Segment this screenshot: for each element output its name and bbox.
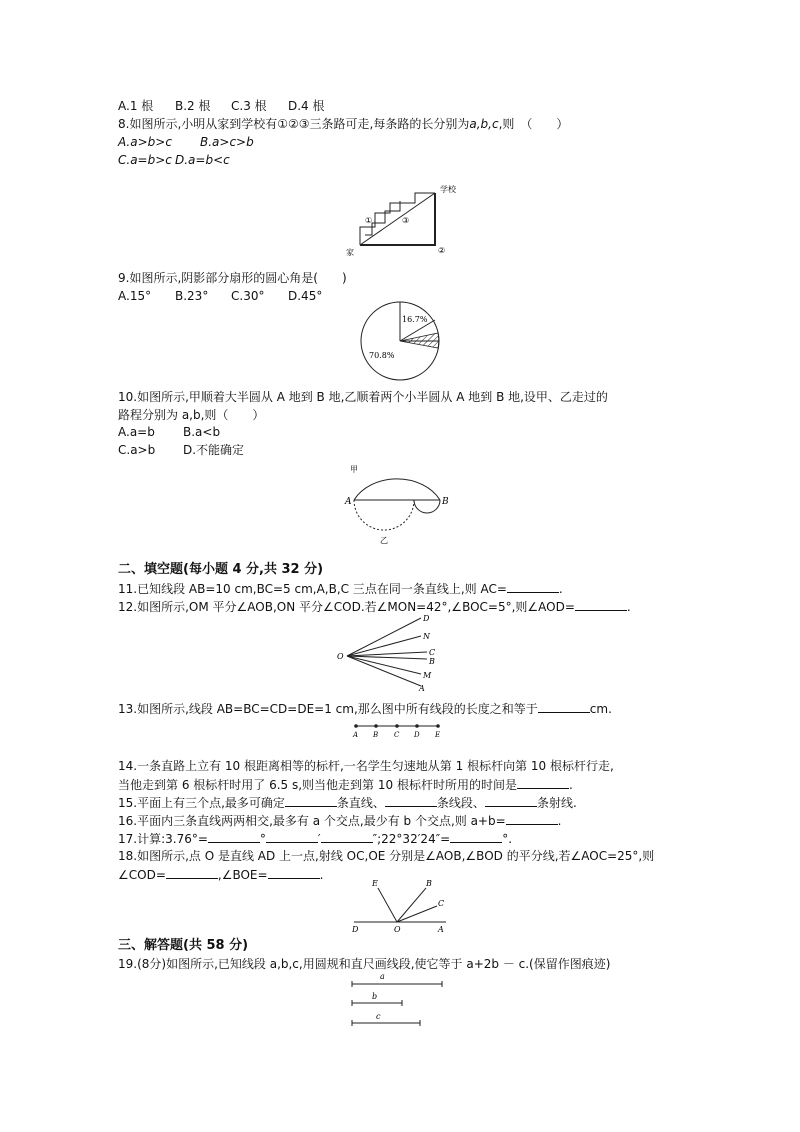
svg-text:A: A	[419, 684, 425, 692]
svg-text:c: c	[376, 1012, 381, 1021]
q10-option-d: D.不能确定	[183, 443, 245, 457]
q8-option-a: A.a>b>c	[118, 135, 172, 149]
q12-text: 12.如图所示,OM 平分∠AOB,ON 平分∠COD.若∠MON=42°,∠BOC=5°,则∠AOD= .	[118, 600, 631, 614]
q14-line2: 当他走到第 6 根标杆时用了 6.5 s,则当他走到第 10 根标杆时所用的时间是 .	[118, 778, 573, 792]
q17-text: 17.计算:3.76°= ° ′ ″;22°32′24″= °.	[118, 832, 513, 846]
svg-text:E: E	[435, 731, 441, 739]
q15-text: 15.平面上有三个点,最多可确定 条直线、 条线段、 条射线.	[118, 796, 577, 810]
svg-text:O: O	[394, 925, 401, 934]
q8-option-c: C.a=b>c	[118, 153, 172, 167]
svg-text:B: B	[426, 879, 432, 888]
section3-heading: 三、解答题(共 58 分)	[118, 938, 249, 953]
q10-option-a: A.a=b	[118, 425, 155, 439]
svg-text:N: N	[423, 632, 430, 641]
q10-semicircle-figure	[342, 458, 462, 548]
q9-stem: 9.如图所示,阴影部分扇形的圆心角是( )	[118, 271, 347, 285]
q8-route2-label: ②	[438, 246, 446, 255]
svg-text:D: D	[414, 731, 420, 739]
q10-stem-line2: 路程分别为 a,b,则（ ）	[118, 408, 265, 422]
q8-route3-label: ③	[402, 216, 410, 225]
q8-route1-label: ①	[365, 216, 373, 225]
svg-text:b: b	[372, 992, 378, 1001]
q8-home-label: 家	[346, 248, 354, 257]
q7-option-c: C.3 根	[231, 99, 267, 113]
q9-option-c: C.30°	[231, 289, 265, 303]
q7-option-b: B.2 根	[175, 99, 211, 113]
q13-segment-figure	[350, 720, 450, 740]
q10-stem-line1: 10.如图所示,甲顺着大半圆从 A 地到 B 地,乙顺着两个小半圆从 A 地到 B 地,设甲、乙走过的	[118, 390, 608, 404]
q9-option-a: A.15°	[118, 289, 152, 303]
svg-text:a: a	[380, 972, 385, 981]
svg-text:E: E	[372, 879, 378, 888]
svg-text:C: C	[394, 731, 400, 739]
q11-text: 11.已知线段 AB=10 cm,BC=5 cm,A,B,C 三点在同一条直线上,则 AC= .	[118, 582, 563, 596]
q9-option-b: B.23°	[175, 289, 209, 303]
svg-text:A: A	[353, 731, 359, 739]
q8-option-d: D.a=b<c	[175, 153, 230, 167]
q9-pie-figure	[355, 300, 450, 382]
q18-line1: 18.如图所示,点 O 是直线 AD 上一点,射线 OC,OE 分别是∠AOB,∠BOD 的平分线,若∠AOC=25°,则	[118, 849, 655, 863]
q18-line2: ∠COD= ,∠BOE= .	[118, 868, 324, 882]
q10-point-a-label: A	[345, 497, 352, 507]
q14-line1: 14.一条直路上立有 10 根距离相等的标杆,一名学生匀速地从第 1 根标杆向第 10 根标杆行走,	[118, 759, 614, 773]
svg-text:C: C	[438, 899, 445, 908]
q9-option-d: D.45°	[288, 289, 323, 303]
q13-text: 13.如图所示,线段 AB=BC=CD=DE=1 cm,那么图中所有线段的长度之和等于 cm.	[118, 702, 612, 716]
svg-text:M: M	[423, 671, 432, 680]
svg-text:D: D	[352, 925, 359, 934]
q12-blank	[575, 598, 627, 611]
q12-angle-figure	[335, 612, 445, 692]
svg-text:B: B	[429, 657, 435, 666]
section2-heading: 二、填空题(每小题 4 分,共 32 分)	[118, 562, 324, 577]
q10-point-b-label: B	[442, 497, 449, 507]
svg-text:A: A	[438, 925, 444, 934]
q7-option-d: D.4 根	[288, 99, 325, 113]
q19-segments-figure	[342, 970, 452, 1032]
q16-text: 16.平面内三条直线两两相交,最多有 a 个交点,最少有 b 个交点,则 a+b= .	[118, 814, 562, 828]
q8-stem: 8.如图所示,小明从家到学校有①②③三条路可走,每条路的长分别为a,b,c,则 （ ）	[118, 117, 569, 131]
svg-text:B: B	[373, 731, 379, 739]
svg-text:C: C	[429, 648, 436, 657]
q10-option-b: B.a<b	[183, 425, 221, 439]
q10-jia-label: 甲	[350, 465, 358, 474]
q7-option-a: A.1 根	[118, 99, 154, 113]
q8-route-figure	[340, 183, 470, 263]
q8-option-b: B.a>c>b	[200, 135, 254, 149]
q9-label-70-8: 70.8%	[369, 351, 395, 360]
q16-blank	[506, 812, 558, 825]
q14-blank	[517, 776, 569, 789]
q19-text: 19.(8分)如图所示,已知线段 a,b,c,用圆规和直尺画线段,使它等于 a+2b － c.(保留作图痕迹)	[118, 957, 611, 971]
q8-school-label: 学校	[440, 185, 456, 194]
svg-text:D: D	[423, 614, 430, 623]
q9-label-16-7: 16.7%	[402, 315, 428, 324]
q10-yi-label: 乙	[380, 536, 388, 545]
q13-blank	[538, 700, 590, 713]
q10-option-c: C.a>b	[118, 443, 156, 457]
q18-angle-figure	[350, 876, 450, 936]
svg-text:O: O	[337, 652, 344, 661]
q11-blank	[507, 580, 559, 593]
